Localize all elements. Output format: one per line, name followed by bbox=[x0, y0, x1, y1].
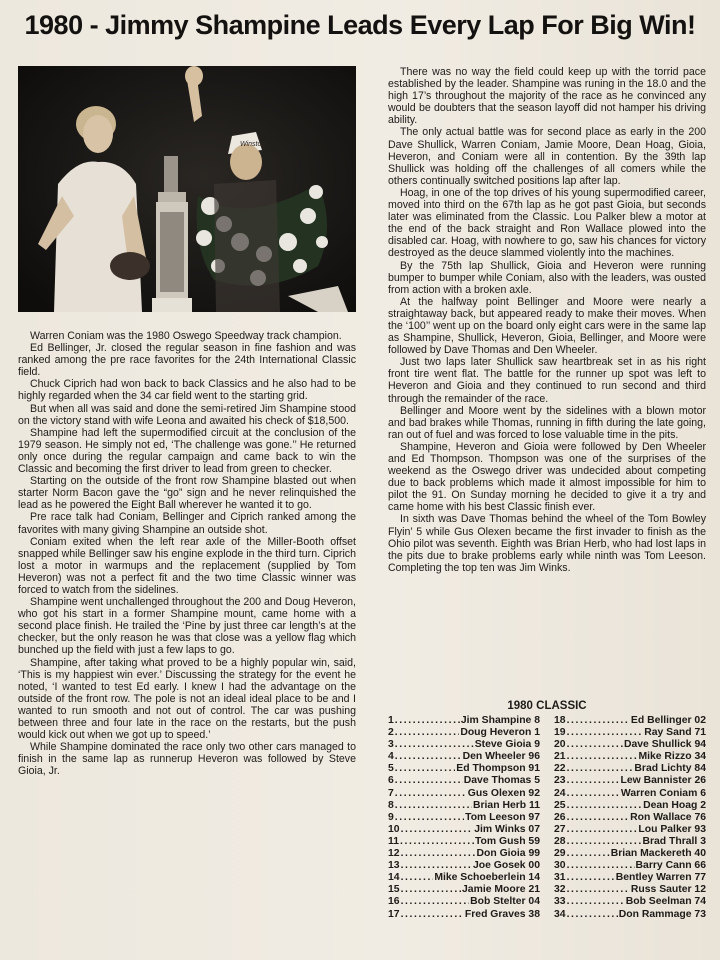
results-row bbox=[554, 909, 706, 921]
driver-name: Doug Heveron 1 bbox=[460, 727, 540, 739]
dot-leader bbox=[395, 788, 467, 800]
driver-name: Tom Leeson 97 bbox=[465, 811, 540, 823]
paragraph: Shampine, Heveron and Gioia were followed by Den Wheeler and Ed Thompson. Thompson was one of the surprises of the weekend as the Oswego driver was undecided about competing due to back problems which made it almost impossible for him to pilot the 91. On Sunday morning he decided to give it a try and came home with his best Classic finish ever. bbox=[388, 440, 706, 514]
finish-position: 10 bbox=[388, 823, 400, 835]
dot-leader bbox=[401, 909, 464, 921]
paragraph: Just two laps later Shullick saw heartbreak set in as his right front tire went flat. The battle for the runner up spot was left to Heveron and Gioia and they continued to run second and third through the remainder of the race. bbox=[388, 356, 706, 405]
driver-name: Ron Wallace 76 bbox=[630, 811, 706, 823]
results-row bbox=[388, 884, 540, 896]
results-row bbox=[388, 848, 540, 860]
finish-position: 15 bbox=[388, 884, 400, 896]
dot-leader bbox=[400, 836, 474, 848]
results-row bbox=[554, 788, 706, 800]
finish-position: 29 bbox=[554, 848, 566, 860]
results-row bbox=[388, 775, 540, 787]
results-row bbox=[388, 860, 540, 872]
dot-leader bbox=[567, 812, 630, 824]
driver-name: Tom Gush 59 bbox=[474, 835, 540, 847]
dot-leader bbox=[567, 775, 620, 787]
driver-name: Brian Herb 11 bbox=[473, 799, 540, 811]
dot-leader bbox=[401, 872, 434, 884]
dot-leader bbox=[395, 751, 462, 763]
paragraph: Ed Bellinger, Jr. closed the regular season in fine fashion and was ranked among the pre race favorites for the 24th International Classic field. bbox=[18, 342, 356, 379]
dot-leader bbox=[401, 824, 474, 836]
dot-leader bbox=[567, 884, 630, 896]
finish-position: 19 bbox=[554, 727, 566, 739]
paragraph: The only actual battle was for second place as early in the 200 Dave Shullick, Warren Coniam, Jamie Moore, Dean Hoag, Gioia, Heveron, and Coniam were all in contention. By the 39th lap Shullick was holding off the challenges of all comers while the others continually switched positions lap after lap. bbox=[388, 126, 706, 187]
results-row bbox=[554, 739, 706, 751]
driver-name: Barry Cann 66 bbox=[635, 860, 706, 872]
paragraph: Shampine went unchallenged throughout the 200 and Doug Heveron, who got his start in a former Shampine mount, came home with a second place finish. He trailed the ‘Pine by just three car length’s at the checker, but the only reason he was that close was a yellow flag which bunched up the field with just a few laps to go. bbox=[18, 596, 356, 657]
driver-name: Bob Stelter 04 bbox=[470, 896, 540, 908]
paragraph: While Shampine dominated the race only two other cars managed to finish in the same lap as runnerup Heveron was followed by Steve Gioia, Jr. bbox=[18, 741, 356, 778]
paragraph: Warren Coniam was the 1980 Oswego Speedway track champion. bbox=[30, 330, 342, 342]
dot-leader bbox=[567, 727, 644, 739]
results-row bbox=[388, 788, 540, 800]
results-row bbox=[388, 812, 540, 824]
paragraph: Bellinger and Moore went by the sidelines with a blown motor and bad brakes while Thomas, running in fifth during the late going, ran out of fuel and was forced to lose valuable time in the pits. bbox=[388, 404, 706, 441]
dot-leader bbox=[567, 896, 625, 908]
driver-name: Jim Shampine 8 bbox=[460, 715, 540, 726]
results-column-left bbox=[388, 715, 540, 921]
driver-name: Russ Sauter 12 bbox=[630, 884, 706, 896]
finish-position: 14 bbox=[388, 872, 400, 884]
driver-name: Ed Bellinger 02 bbox=[630, 715, 706, 726]
driver-name: Den Wheeler 96 bbox=[462, 751, 540, 763]
results-row bbox=[554, 775, 706, 787]
finish-position: 25 bbox=[554, 799, 566, 811]
results-row bbox=[554, 800, 706, 812]
finish-position: 21 bbox=[554, 751, 566, 763]
finish-position: 28 bbox=[554, 835, 566, 847]
finish-position: 4 bbox=[388, 751, 394, 763]
finish-position: 22 bbox=[554, 763, 566, 775]
results-row bbox=[554, 848, 706, 860]
dot-leader bbox=[395, 763, 456, 775]
dot-leader bbox=[395, 739, 474, 751]
dot-leader bbox=[567, 872, 615, 884]
finish-position: 32 bbox=[554, 884, 566, 896]
paragraph: Coniam exited when the left rear axle of the Miller-Booth offset snapped while Bellinger saw his engine explode in the third turn. Ciprich lost a motor in warmups and the replacement (supplied by Tom Heveron) was not a perfect fit and the two time Classic winner was forced to watch from the sidelines. bbox=[18, 535, 356, 596]
driver-name: Bentley Warren 77 bbox=[615, 872, 706, 884]
finish-position: 13 bbox=[388, 860, 400, 872]
paragraph: Starting on the outside of the front row Shampine blasted out when starter Norm Bacon gave the “go” sign and he never relinquished the lead as he powered the Eight Ball wherever he wanted it to go. bbox=[18, 475, 356, 512]
driver-name: Don Gioia 99 bbox=[476, 848, 540, 860]
results-row bbox=[388, 872, 540, 884]
results-row bbox=[554, 884, 706, 896]
finish-position: 5 bbox=[388, 763, 394, 775]
driver-name: Steve Gioia 9 bbox=[474, 739, 540, 751]
results-column-right bbox=[554, 715, 706, 921]
results-title: 1980 CLASSIC bbox=[507, 700, 587, 712]
dot-leader bbox=[395, 727, 460, 739]
results-row bbox=[554, 812, 706, 824]
left-article-column bbox=[18, 330, 356, 777]
results-row bbox=[388, 727, 540, 739]
right-article-column bbox=[388, 66, 706, 574]
driver-name: Mike Schoeberlein 14 bbox=[434, 872, 540, 884]
paragraph: Hoag, in one of the top drives of his young supermodified career, moved into third on the 67th lap as he got past Gioia, but seconds later was eliminated from the Classic. Lou Palker blew a motor at the end of the back straight and Ron Wallace plowed into the disabled car. Hoag, with nowhere to go, saw his chances for victory destroyed as the deuce slammed violently into the machines. bbox=[388, 186, 706, 260]
paragraph: In sixth was Dave Thomas behind the wheel of the Tom Bowley Flyin’ 5 while Gus Olexen became the first invader to finish as the Ohio pilot was seventh. Eighth was Brian Herb, who had lost laps in the pits due to brake problems early while ninth was Tom Leeson. Completing the top ten was Jim Winks. bbox=[388, 513, 706, 574]
driver-name: Don Rammage 73 bbox=[618, 908, 706, 920]
finish-position: 11 bbox=[388, 835, 399, 847]
finish-position: 26 bbox=[554, 811, 566, 823]
dot-leader bbox=[567, 909, 618, 921]
results-row bbox=[388, 836, 540, 848]
results-row bbox=[554, 896, 706, 908]
dot-leader bbox=[567, 860, 635, 872]
dot-leader bbox=[567, 800, 643, 812]
results-row bbox=[388, 751, 540, 763]
results-row bbox=[554, 872, 706, 884]
finish-position: 23 bbox=[554, 775, 566, 787]
paragraph: By the 75th lap Shullick, Gioia and Heveron were running bumper to bumper while Coniam, also with the leaders, was ousted from action with a broken axle. bbox=[388, 259, 706, 296]
finish-position: 31 bbox=[554, 872, 566, 884]
results-row bbox=[554, 751, 706, 763]
driver-name: Ed Thompson 91 bbox=[456, 763, 540, 775]
results-row bbox=[554, 824, 706, 836]
dot-leader bbox=[395, 715, 460, 727]
results-row bbox=[388, 739, 540, 751]
finish-position: 34 bbox=[554, 908, 566, 920]
driver-name: Fred Graves 38 bbox=[464, 908, 540, 920]
dot-leader bbox=[567, 751, 638, 763]
dot-leader bbox=[395, 800, 472, 812]
driver-name: Dave Shullick 94 bbox=[623, 739, 706, 751]
finish-position: 33 bbox=[554, 896, 566, 908]
dot-leader bbox=[395, 812, 464, 824]
results-row bbox=[388, 800, 540, 812]
finish-position: 20 bbox=[554, 739, 566, 751]
page-title: 1980 - Jimmy Shampine Leads Every Lap For Big Win! bbox=[24, 10, 696, 40]
driver-name: Bob Seelman 74 bbox=[625, 896, 706, 908]
dot-leader bbox=[401, 884, 461, 896]
results-row bbox=[554, 763, 706, 775]
dot-leader bbox=[395, 775, 463, 787]
finish-position: 1 bbox=[388, 715, 394, 726]
finish-position: 18 bbox=[554, 715, 566, 726]
results-row bbox=[388, 909, 540, 921]
victory-photo-illustration bbox=[18, 66, 356, 312]
finish-position: 27 bbox=[554, 823, 566, 835]
dot-leader bbox=[567, 824, 638, 836]
paragraph: But when all was said and done the semi-retired Jim Shampine stood on the victory stand with wife Leona and awaited his check of $18,500. bbox=[18, 402, 356, 427]
dot-leader bbox=[567, 848, 610, 860]
cap-logo-text: Winston bbox=[240, 141, 266, 148]
driver-name: Ray Sand 71 bbox=[644, 727, 706, 739]
driver-name: Brad Lichty 84 bbox=[634, 763, 706, 775]
results-row bbox=[554, 860, 706, 872]
driver-name: Lew Bannister 26 bbox=[620, 775, 706, 787]
driver-name: Dean Hoag 2 bbox=[643, 799, 706, 811]
driver-name: Brad Thrall 3 bbox=[642, 835, 706, 847]
driver-name: Jim Winks 07 bbox=[474, 823, 540, 835]
results-row bbox=[554, 715, 706, 727]
driver-name: Jamie Moore 21 bbox=[462, 884, 540, 896]
finish-position: 2 bbox=[388, 727, 394, 739]
results-row bbox=[554, 836, 706, 848]
finish-position: 24 bbox=[554, 787, 566, 799]
paragraph: There was no way the field could keep up with the torrid pace established by the leader. Shampine was runing in the 18.0 and the high 17’s throughout the majority of the race as he convinced any would be doubters that the season layoff did not hamper his driving ability. bbox=[388, 66, 706, 127]
paragraph: At the halfway point Bellinger and Moore were nearly a straightaway back, but appeared ready to make their moves. When the ‘100’’ went up on the board only eight cars were in the same lap as Shampine, Shullick, Heveron, Gioia, Bellinger, and Moore were followed by Dave Thomas and Den Wheeler. bbox=[388, 295, 706, 357]
results-row bbox=[388, 715, 540, 727]
dot-leader bbox=[567, 763, 634, 775]
finish-position: 3 bbox=[388, 739, 394, 751]
driver-name: Joe Gosek 00 bbox=[472, 860, 540, 872]
finish-position: 30 bbox=[554, 860, 566, 872]
finish-position: 9 bbox=[388, 811, 394, 823]
finish-position: 17 bbox=[388, 908, 400, 920]
paragraph: Shampine had left the supermodified circuit at the conclusion of the 1979 season. He simply not ed, ‘The challenge was gone.’’ He returned only once during the regular campaign and came back to win the Classic and becoming the first driver to lead from green to checker. bbox=[18, 426, 356, 476]
dot-leader bbox=[401, 896, 470, 908]
results-row bbox=[388, 824, 540, 836]
dot-leader bbox=[567, 788, 620, 800]
dot-leader bbox=[401, 848, 476, 860]
driver-name: Gus Olexen 92 bbox=[467, 787, 540, 799]
finish-position: 6 bbox=[388, 775, 394, 787]
race-results bbox=[388, 700, 706, 921]
finish-position: 16 bbox=[388, 896, 400, 908]
dot-leader bbox=[567, 836, 642, 848]
driver-name: Lou Palker 93 bbox=[638, 823, 706, 835]
dot-leader bbox=[567, 715, 630, 727]
driver-name: Brian Mackereth 40 bbox=[610, 848, 706, 860]
results-row bbox=[388, 763, 540, 775]
dot-leader bbox=[567, 739, 623, 751]
paragraph: Shampine, after taking what proved to be a highly popular win, said, ‘This is my happiest win ever.’ Discussing the strategy for the event he noted, ‘I wanted to test Ed early. I knew I had the advantage on the outside of the front row. The pole is not an ideal ideal place to be and I wanted to run smooth and not out of control. The car was pushing between three and four late in the race on the restarts, but the push would kick out when we got up to speed.’ bbox=[18, 656, 356, 742]
driver-name: Warren Coniam 6 bbox=[620, 787, 706, 799]
paragraph: Pre race talk had Coniam, Bellinger and Ciprich ranked among the favorites with many giving Shampine an outside shot. bbox=[18, 511, 356, 536]
finish-position: 8 bbox=[388, 799, 394, 811]
results-row bbox=[388, 896, 540, 908]
paragraph: Chuck Ciprich had won back to back Classics and he also had to be highly regarded when the 34 car field went to the starting grid. bbox=[18, 378, 356, 403]
driver-name: Dave Thomas 5 bbox=[463, 775, 540, 787]
finish-position: 12 bbox=[388, 848, 400, 860]
results-row bbox=[554, 727, 706, 739]
victory-photo bbox=[18, 66, 356, 312]
driver-name: Mike Rizzo 34 bbox=[638, 751, 706, 763]
dot-leader bbox=[401, 860, 472, 872]
finish-position: 7 bbox=[388, 787, 394, 799]
